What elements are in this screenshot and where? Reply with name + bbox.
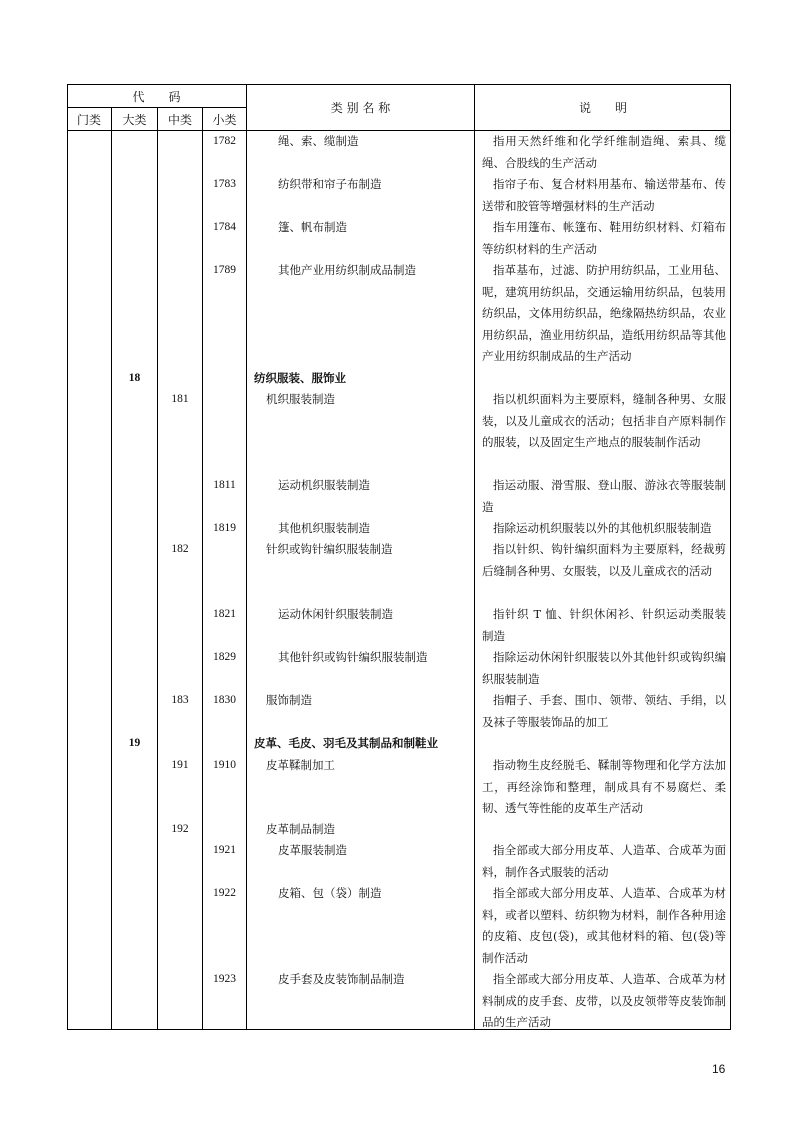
category-name: 绳、索、缆制造: [278, 134, 359, 148]
category-name: 篷、帆布制造: [278, 220, 347, 234]
category-desc: 指全部或大部分用皮革、人造革、合成革为面料，制作各式服装的活动: [482, 843, 726, 879]
category-name: 针织或钩针编织服装制造: [266, 542, 393, 556]
code-xiao: 1811: [213, 479, 236, 491]
category-name: 其他机织服装制造: [278, 521, 370, 535]
category-name: 服饰制造: [266, 693, 312, 707]
code-xiao: 1923: [213, 973, 236, 985]
category-name: 机织服装制造: [266, 392, 335, 406]
category-name: 纺织带和帘子布制造: [278, 177, 382, 191]
category-desc: 指以机织面料为主要原料，缝制各种男、女服装，以及儿童成衣的活动；包括非自产原料制作的服装，以及固定生产地点的服装制作活动: [482, 392, 726, 449]
category-name: 运动机织服装制造: [278, 478, 370, 492]
code-xiao: 1829: [213, 651, 236, 663]
header-men: 门类: [76, 113, 101, 127]
code-zhong: 183: [171, 694, 189, 706]
category-desc: 指运动服、滑雪服、登山服、游泳衣等服装制造: [482, 478, 726, 514]
category-desc: 指除运动休闲针织服装以外其他针织或钩织编织服装制造: [482, 650, 726, 686]
code-zhong: 182: [171, 543, 189, 555]
category-desc: 指革基布，过滤、防护用纺织品，工业用毡、呢，建筑用纺织品，交通运输用纺织品，包装用纺织品，文体用纺织品，绝缘隔热纺织品，农业用纺织品，渔业用纺织品，造纸用纺织品等其他产业用纺织制成品的生产活动: [482, 263, 726, 363]
code-da: 18: [128, 372, 141, 384]
code-zhong: 181: [171, 393, 189, 405]
header-zhong: 中类: [167, 113, 192, 127]
category-name: 皮革鞣制加工: [266, 758, 335, 772]
category-name: 运动休闲针织服装制造: [278, 607, 393, 621]
header-name: 类 别 名 称: [330, 101, 391, 115]
code-xiao: 1910: [213, 759, 236, 771]
category-desc: 指全部或大部分用皮革、人造革、合成革为材料制成的皮手套、皮带，以及皮领带等皮装饰制品的生产活动: [482, 972, 726, 1029]
code-xiao: 1819: [213, 522, 236, 534]
category-desc: 指动物生皮经脱毛、鞣制等物理和化学方法加工，再经涂饰和整理，制成具有不易腐烂、柔韧、透气等性能的皮革生产活动: [482, 758, 726, 815]
code-xiao: 1821: [213, 608, 236, 620]
category-name: 皮箱、包（袋）制造: [278, 886, 382, 900]
category-name: 其他产业用纺织制成品制造: [278, 263, 416, 277]
category-desc: 指针织 T 恤、针织休闲衫、针织运动类服装制造: [482, 607, 726, 643]
category-name: 皮革、毛皮、羽毛及其制品和制鞋业: [254, 736, 438, 750]
code-xiao: 1784: [213, 221, 236, 233]
header-code: 代 码: [132, 90, 181, 104]
category-name: 皮革制品制造: [266, 822, 335, 836]
category-desc: 指以针织、钩针编织面料为主要原料，经裁剪后缝制各种男、女服装，以及儿童成衣的活动: [482, 542, 726, 578]
category-desc: 指用天然纤维和化学纤维制造绳、索具、缆绳、合股线的生产活动: [482, 134, 726, 170]
category-desc: 指帘子布、复合材料用基布、输送带基布、传送带和胶管等增强材料的生产活动: [482, 177, 726, 213]
code-xiao: 1830: [213, 694, 236, 706]
category-desc: 指除运动机织服装以外的其他机织服装制造: [493, 521, 712, 535]
code-xiao: 1921: [213, 844, 236, 856]
code-xiao: 1782: [213, 135, 236, 147]
code-xiao: 1922: [213, 887, 236, 899]
code-zhong: 192: [171, 823, 189, 835]
code-da: 19: [128, 737, 141, 749]
header-da: 大类: [122, 113, 147, 127]
category-desc: 指帽子、手套、围巾、领带、领结、手绢，以及袜子等服装饰品的加工: [482, 693, 726, 729]
header-desc: 说 明: [578, 101, 627, 115]
code-xiao: 1783: [213, 178, 236, 190]
page-number: 16: [712, 1062, 726, 1076]
category-desc: 指全部或大部分用皮革、人造革、合成革为材料，或者以塑料、纺织物为材料，制作各种用途的皮箱、皮包(袋)，或其他材料的箱、包(袋)等制作活动: [482, 886, 726, 965]
code-xiao: 1789: [213, 264, 236, 276]
category-desc: 指车用篷布、帐篷布、鞋用纺织材料、灯箱布等纺织材料的生产活动: [482, 220, 726, 256]
category-name: 纺织服装、服饰业: [254, 371, 346, 385]
category-name: 皮手套及皮装饰制品制造: [278, 972, 405, 986]
category-name: 其他针织或钩针编织服装制造: [278, 650, 428, 664]
category-name: 皮革服装制造: [278, 843, 347, 857]
header-xiao: 小类: [212, 113, 237, 127]
code-zhong: 191: [171, 759, 189, 771]
